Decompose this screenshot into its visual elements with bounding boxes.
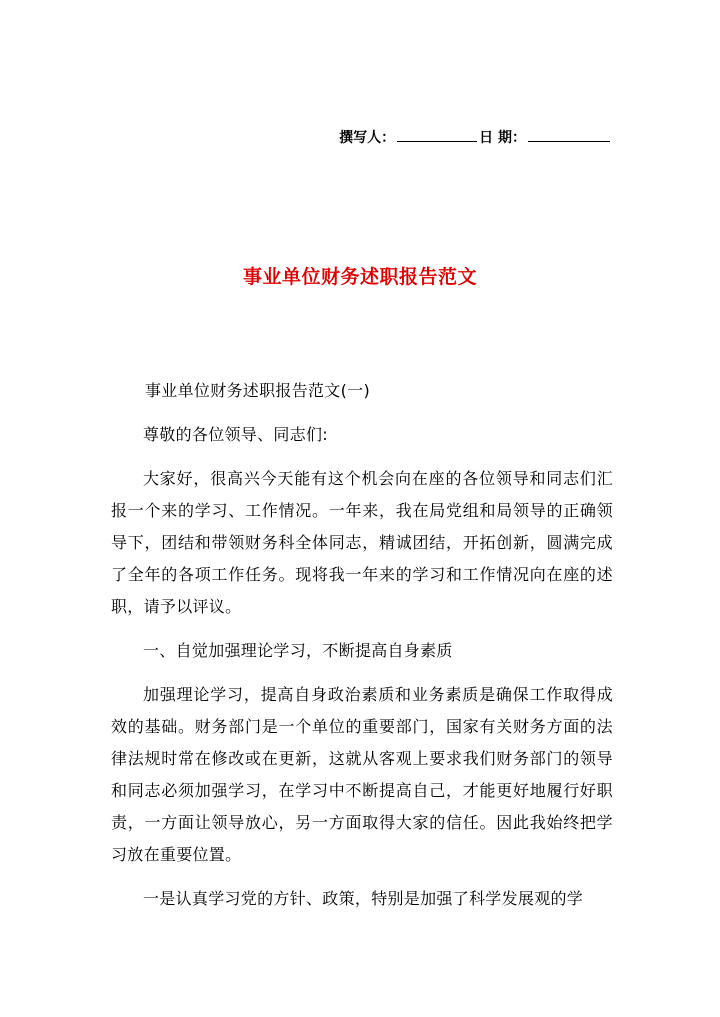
document-title: 事业单位财务述职报告范文 <box>242 266 477 288</box>
document-body <box>111 375 613 915</box>
paragraph-study: 加强理论学习，提高自身政治素质和业务素质是确保工作取得成效的基础。财务部门是一个单位的重要部门，国家有关财务方面的法律法规时常在修改或在更新，这就从客观上要求我们财务部门的领导和同志必须加强学习，在学习中不断提高自己，才能更好地履行好职责，一方面让领导放心，另一方面取得大家的信任。因此我始终把学习放在重要位置。 <box>111 685 613 864</box>
salutation: 尊敬的各位领导、同志们: <box>143 425 328 444</box>
author-date-line <box>339 127 612 147</box>
author-label: 撰写人： <box>339 130 396 146</box>
subheading-one: 一、自觉加强理论学习，不断提高自身素质 <box>143 641 453 660</box>
section-heading: 事业单位财务述职报告范文(一) <box>145 381 370 400</box>
paragraph-first-point: 一是认真学习党的方针、政策，特别是加强了科学发展观的学 <box>143 889 584 908</box>
author-blank <box>397 127 477 142</box>
date-blank <box>528 127 610 142</box>
date-label: 日 期： <box>479 130 526 146</box>
paragraph-intro: 大家好，很高兴今天能有这个机会向在座的各位领导和同志们汇报一个来的学习、工作情况。一年来，我在局党组和局领导的正确领导下，团结和带领财务科全体同志，精诚团结，开拓创新，圆满完成了全年的各项工作任务。现将我一年来的学习和工作情况向在座的述职，请予以评议。 <box>111 469 613 616</box>
